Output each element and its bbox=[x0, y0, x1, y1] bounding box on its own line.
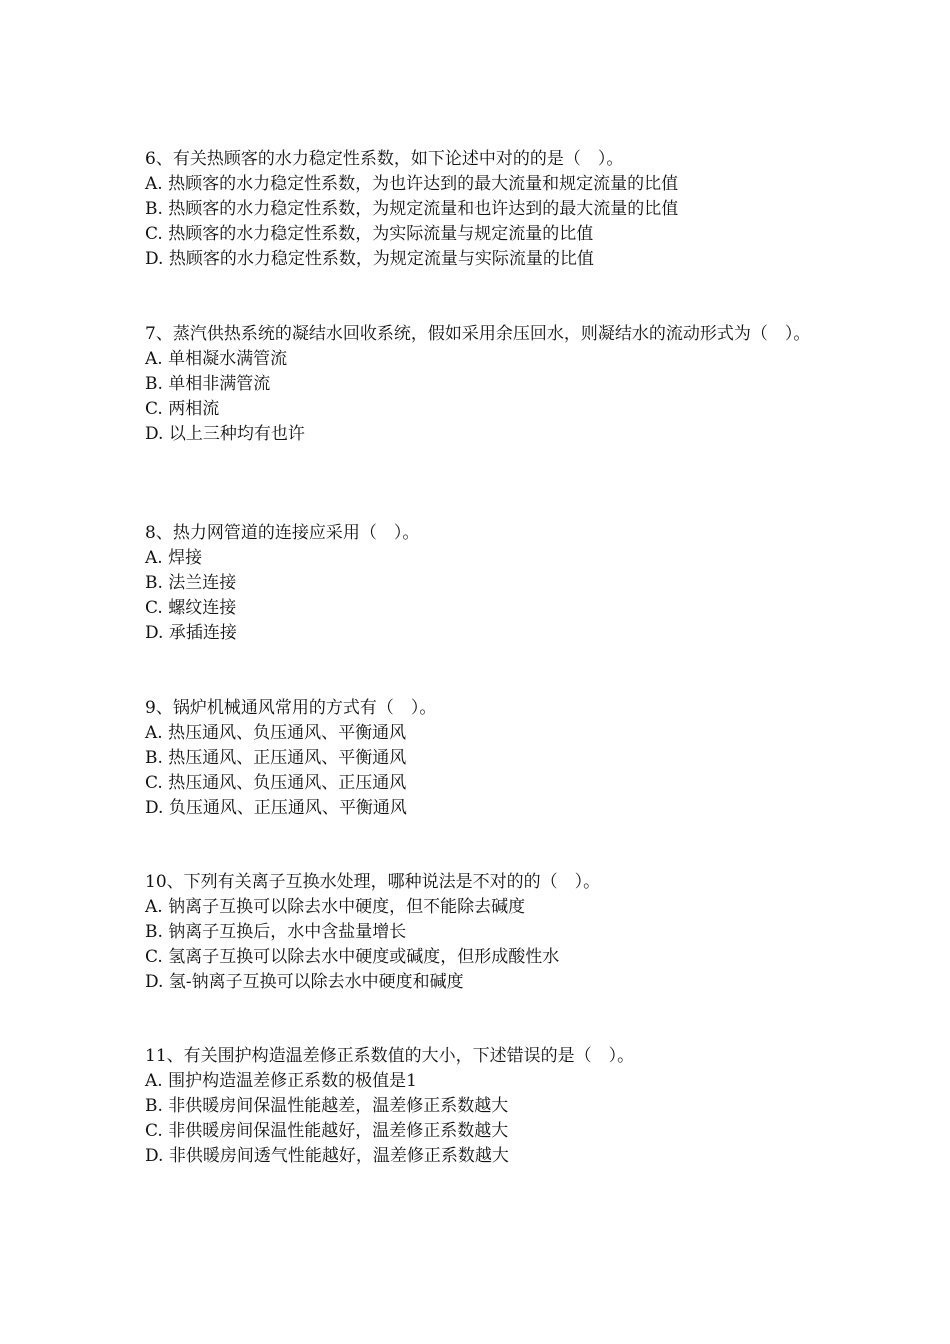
option-a: A. 单相凝水满管流 bbox=[145, 349, 288, 369]
option-b: B. 钠离子互换后，水中含盐量增长 bbox=[145, 922, 407, 942]
option-b: B. 法兰连接 bbox=[145, 573, 237, 593]
option-d: D. 热顾客的水力稳定性系数，为规定流量与实际流量的比值 bbox=[145, 249, 594, 269]
option-c: C. 热顾客的水力稳定性系数，为实际流量与规定流量的比值 bbox=[145, 224, 594, 244]
option-d: D. 负压通风、正压通风、平衡通风 bbox=[145, 798, 407, 818]
option-a: A. 钠离子互换可以除去水中硬度，但不能除去碱度 bbox=[145, 897, 526, 917]
option-d: D. 非供暖房间透气性能越好，温差修正系数越大 bbox=[145, 1146, 509, 1166]
question-9 bbox=[145, 696, 815, 821]
question-stem: 6、有关热顾客的水力稳定性系数，如下论述中对的的是（ ）。 bbox=[145, 149, 624, 169]
option-b: B. 单相非满管流 bbox=[145, 374, 271, 394]
option-c: C. 氢离子互换可以除去水中硬度或碱度，但形成酸性水 bbox=[145, 947, 560, 967]
option-d: D. 氢-钠离子互换可以除去水中硬度和碱度 bbox=[145, 972, 464, 992]
option-c: C. 非供暖房间保温性能越好，温差修正系数越大 bbox=[145, 1121, 509, 1141]
question-10 bbox=[145, 870, 815, 995]
question-stem: 10、下列有关离子互换水处理，哪种说法是不对的的（ ）。 bbox=[145, 872, 601, 892]
option-a: A. 焊接 bbox=[145, 548, 203, 568]
option-a: A. 围护构造温差修正系数的极值是1 bbox=[145, 1071, 417, 1091]
option-a: A. 热压通风、负压通风、平衡通风 bbox=[145, 723, 407, 743]
option-b: B. 非供暖房间保温性能越差，温差修正系数越大 bbox=[145, 1096, 509, 1116]
option-c: C. 两相流 bbox=[145, 399, 220, 419]
question-stem: 9、锅炉机械通风常用的方式有（ ）。 bbox=[145, 698, 437, 718]
option-b: B. 热顾客的水力稳定性系数，为规定流量和也许达到的最大流量的比值 bbox=[145, 199, 679, 219]
question-stem: 11、有关围护构造温差修正系数值的大小，下述错误的是（ ）。 bbox=[145, 1046, 635, 1066]
question-6 bbox=[145, 147, 815, 272]
option-b: B. 热压通风、正压通风、平衡通风 bbox=[145, 748, 407, 768]
question-stem: 7、蒸汽供热系统的凝结水回收系统，假如采用余压回水，则凝结水的流动形式为（ ）。 bbox=[145, 324, 811, 344]
question-8 bbox=[145, 521, 815, 646]
option-d: D. 承插连接 bbox=[145, 623, 237, 643]
question-11 bbox=[145, 1044, 815, 1169]
question-stem: 8、热力网管道的连接应采用（ ）。 bbox=[145, 523, 420, 543]
option-c: C. 螺纹连接 bbox=[145, 598, 237, 618]
option-c: C. 热压通风、负压通风、正压通风 bbox=[145, 773, 407, 793]
question-7 bbox=[145, 322, 815, 447]
option-d: D. 以上三种均有也许 bbox=[145, 424, 305, 444]
option-a: A. 热顾客的水力稳定性系数，为也许达到的最大流量和规定流量的比值 bbox=[145, 174, 679, 194]
